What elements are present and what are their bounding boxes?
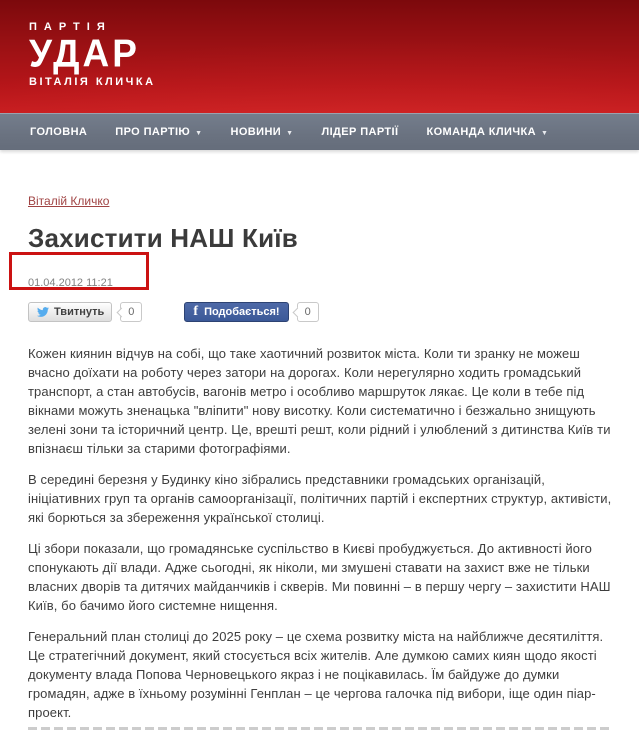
facebook-like-button[interactable]: [184, 302, 288, 322]
chevron-down-icon: ▼: [195, 129, 203, 137]
nav-item-label: КОМАНДА КЛИЧКА: [426, 126, 536, 138]
tweet-button-label: Твитнуть: [54, 306, 105, 318]
article-content: [0, 150, 639, 722]
facebook-widget: [184, 302, 318, 322]
article-date: 01.04.2012 11:21: [28, 277, 113, 289]
nav-item-party-leader[interactable]: [307, 114, 412, 150]
nav-item-klitschko-team[interactable]: [412, 114, 562, 150]
tweet-button[interactable]: [28, 302, 112, 322]
udar-party-logo[interactable]: [29, 21, 156, 88]
article-paragraph: В середині березня у Будинку кіно зібрались представники громадських організацій, ініціативних груп та органів самоорганізації, політичних партій і експертних структур, активісти, які борються за збереження української столиці.: [28, 472, 612, 525]
social-share-row: [28, 302, 611, 322]
nav-item-home[interactable]: [30, 114, 101, 150]
nav-item-label: ПРО ПАРТІЮ: [115, 126, 191, 138]
twitter-bird-icon: [36, 306, 50, 318]
article-paragraph: Ці збори показали, що громадянське суспільство в Києві пробуджується. До активності його спонукають дії влади. Адже сьогодні, як ніколи, ми змушені ставати на захист вже не тільки власних дворів та дитячих майданчиків і скверів. Ми повинні – в першу чергу – захистити НАШ Київ, бо бачимо його системне нищення.: [28, 541, 611, 613]
header-banner: [0, 0, 639, 113]
article-body: [28, 344, 613, 722]
tweet-count-badge: 0: [120, 302, 142, 322]
logo-partiya-text: ПАРТІЯ: [29, 21, 112, 33]
logo-udar-text: УДАР: [29, 31, 140, 75]
author-link[interactable]: Віталій Кличко: [28, 194, 110, 208]
main-navigation: [0, 113, 639, 150]
facebook-count-badge: 0: [297, 302, 319, 322]
twitter-widget: [28, 302, 142, 322]
facebook-like-label: Подобається!: [204, 306, 280, 318]
nav-item-news[interactable]: [217, 114, 308, 150]
nav-item-label: ЛІДЕР ПАРТІЇ: [321, 126, 399, 138]
article-paragraph: Генеральний план столиці до 2025 року – це схема розвитку міста на найближче десятиліття. Це стратегічний документ, який стосується всіх жителів. Але думкою самих киян щодо якості документу влада Попова Черновецького якраз і не поцікавилась. Їм байдуже до думки громадян, адже в їхньому розумінні Генплан – це чергова галочка під вибори, іще один піар-проект.: [28, 629, 604, 720]
facebook-icon: f: [193, 304, 199, 319]
nav-item-about-party[interactable]: [101, 114, 216, 150]
nav-item-label: ГОЛОВНА: [30, 126, 88, 138]
nav-item-label: НОВИНИ: [230, 126, 282, 138]
chevron-down-icon: ▼: [540, 129, 549, 137]
article-paragraph: Кожен киянин відчув на собі, що таке хаотичний розвиток міста. Коли ти зранку не можеш вчасно доїхати на роботу через затори на дорогах. Коли нерегулярно ходить громадський транспорт, а стан автобусів, вагонів метро і особливо маршруток лякає. Це коли в тебе під вікнами можуть зненацька "вліпити" нову висотку. Коли систематично і безжально знищують зелені зони та історичний центр. Це, врешті решт, коли рідний і улюблений з дитинства Київ ти впізнаєш тільки за старими фотографіями.: [28, 346, 611, 456]
logo-klychko-text: ВІТАЛІЯ КЛИЧКА: [29, 75, 156, 88]
chevron-down-icon: ▼: [286, 129, 294, 137]
page-title: Захистити НАШ Київ: [28, 223, 298, 253]
